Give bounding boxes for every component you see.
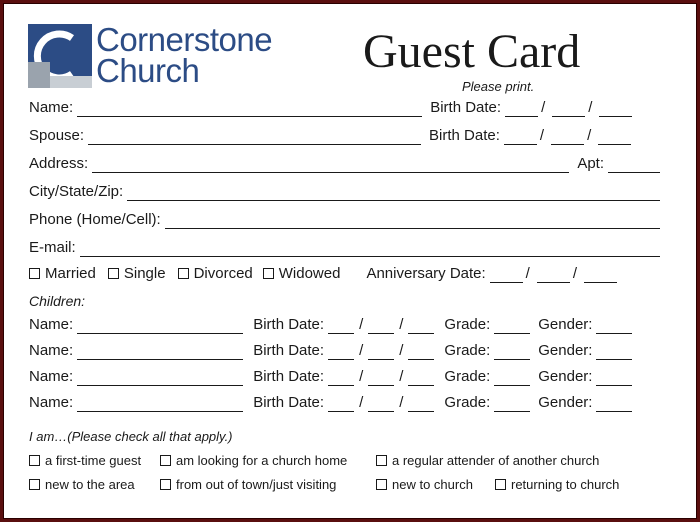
address-field[interactable] [92, 158, 569, 173]
birth-day-field[interactable] [552, 102, 585, 117]
logo-line-1: Cornerstone [96, 21, 273, 58]
child-birth-date-label: Birth Date: [253, 342, 325, 359]
child-name-field[interactable] [77, 397, 243, 412]
card-title: Guest Card [363, 25, 581, 78]
child-birth-date-label: Birth Date: [253, 368, 325, 385]
regular-attender-label: a regular attender of another church [392, 453, 600, 468]
new-to-church-checkbox[interactable] [376, 479, 387, 490]
birth-date-label: Birth Date: [430, 99, 502, 116]
married-label: Married [45, 265, 96, 282]
child-gender-label: Gender: [538, 316, 593, 333]
date-slash: / [541, 99, 546, 116]
row-address [29, 155, 660, 173]
date-slash: / [587, 127, 592, 144]
child-grade-label: Grade: [444, 342, 491, 359]
child-grade-field[interactable] [494, 371, 530, 386]
city-state-zip-field[interactable] [127, 186, 660, 201]
looking-for-church-home-label: am looking for a church home [176, 453, 348, 468]
new-to-church-option[interactable] [376, 477, 473, 493]
returning-to-church-label: returning to church [511, 477, 620, 492]
out-of-town-label: from out of town/just visiting [176, 477, 337, 492]
widowed-option[interactable] [263, 265, 341, 283]
child-row [29, 394, 660, 412]
spouse-birth-year-field[interactable] [598, 130, 631, 145]
date-slash: / [588, 99, 593, 116]
child-grade-label: Grade: [444, 316, 491, 333]
date-slash: / [539, 127, 545, 144]
child-grade-label: Grade: [444, 394, 491, 411]
first-time-guest-label: a first-time guest [45, 453, 142, 468]
spouse-birth-date-label: Birth Date: [429, 127, 500, 144]
apt-field[interactable] [608, 158, 660, 173]
child-name-label: Name: [29, 316, 74, 333]
out-of-town-checkbox[interactable] [160, 479, 171, 490]
child-gender-field[interactable] [596, 397, 632, 412]
new-to-area-label: new to the area [45, 477, 135, 492]
child-birth-year-field[interactable] [408, 397, 434, 412]
child-grade-field[interactable] [494, 319, 530, 334]
child-birth-date-field[interactable] [328, 342, 434, 360]
row-phone [29, 211, 660, 229]
spouse-label: Spouse: [29, 127, 85, 144]
birth-date-field[interactable] [501, 99, 632, 117]
anniversary-month-field[interactable] [490, 268, 523, 283]
looking-for-church-home-option[interactable] [160, 453, 347, 469]
child-name-field[interactable] [77, 319, 243, 334]
date-slash: / [525, 265, 530, 282]
phone-field[interactable] [165, 214, 660, 229]
spouse-birth-date-field[interactable] [500, 127, 631, 145]
child-gender-field[interactable] [596, 371, 632, 386]
date-slash: / [572, 265, 578, 282]
address-label: Address: [29, 155, 89, 172]
phone-label: Phone (Home/Cell): [29, 211, 161, 228]
single-label: Single [123, 265, 166, 282]
child-row [29, 368, 660, 386]
child-birth-date-field[interactable] [328, 316, 434, 334]
name-field[interactable] [77, 102, 422, 117]
first-time-guest-checkbox[interactable] [29, 455, 40, 466]
child-birth-date-label: Birth Date: [253, 316, 325, 333]
new-to-church-label: new to church [392, 477, 473, 492]
child-grade-label: Grade: [444, 368, 491, 385]
widowed-label: Widowed [278, 265, 341, 282]
church-name-logo [96, 21, 273, 89]
widowed-checkbox[interactable] [263, 268, 274, 279]
row-marital [29, 265, 660, 283]
logo-line-2: Church [96, 52, 200, 89]
email-label: E-mail: [29, 239, 76, 256]
regular-attender-option[interactable] [376, 453, 599, 469]
returning-to-church-checkbox[interactable] [495, 479, 506, 490]
city-state-zip-label: City/State/Zip: [29, 183, 124, 200]
single-option[interactable] [108, 265, 166, 283]
child-birth-date-label: Birth Date: [253, 394, 325, 411]
divorced-option[interactable] [178, 265, 253, 283]
date-slash: / [359, 342, 364, 359]
child-birth-month-field[interactable] [328, 371, 354, 386]
anniversary-year-field[interactable] [584, 268, 617, 283]
birth-month-field[interactable] [505, 102, 538, 117]
child-name-label: Name: [29, 342, 74, 359]
email-field[interactable] [80, 242, 660, 257]
children-heading: Children: [29, 293, 86, 309]
child-birth-day-field[interactable] [368, 397, 394, 412]
child-gender-label: Gender: [538, 342, 593, 359]
married-checkbox[interactable] [29, 268, 40, 279]
child-birth-month-field[interactable] [328, 319, 354, 334]
looking-for-church-home-checkbox[interactable] [160, 455, 171, 466]
row-name [29, 99, 660, 117]
regular-attender-checkbox[interactable] [376, 455, 387, 466]
child-birth-day-field[interactable] [368, 371, 394, 386]
married-option[interactable] [29, 265, 96, 283]
apt-label: Apt: [577, 155, 604, 172]
child-name-label: Name: [29, 394, 74, 411]
name-label: Name: [29, 99, 74, 116]
divorced-label: Divorced [193, 265, 253, 282]
child-row [29, 316, 660, 334]
returning-to-church-option[interactable] [495, 477, 619, 493]
new-to-area-checkbox[interactable] [29, 479, 40, 490]
child-birth-date-field[interactable] [328, 394, 434, 412]
anniversary-day-field[interactable] [537, 268, 570, 283]
row-spouse [29, 127, 660, 145]
child-gender-field[interactable] [596, 319, 632, 334]
child-birth-day-field[interactable] [368, 319, 394, 334]
child-birth-month-field[interactable] [328, 397, 354, 412]
date-slash: / [399, 316, 404, 333]
child-name-field[interactable] [77, 345, 243, 360]
row-email [29, 239, 660, 257]
spouse-field[interactable] [88, 130, 421, 145]
church-logo-icon [28, 24, 92, 88]
divorced-checkbox[interactable] [178, 268, 189, 279]
child-birth-month-field[interactable] [328, 345, 354, 360]
child-birth-year-field[interactable] [408, 319, 434, 334]
row-city [29, 183, 660, 201]
child-name-field[interactable] [77, 371, 243, 386]
child-birth-date-field[interactable] [328, 368, 434, 386]
child-birth-year-field[interactable] [408, 345, 434, 360]
child-birth-year-field[interactable] [408, 371, 434, 386]
child-row [29, 342, 660, 360]
date-slash: / [399, 394, 404, 411]
i-am-heading: I am…(Please check all that apply.) [29, 429, 233, 444]
child-gender-field[interactable] [596, 345, 632, 360]
spouse-birth-day-field[interactable] [551, 130, 584, 145]
date-slash: / [399, 342, 404, 359]
child-grade-field[interactable] [494, 397, 530, 412]
anniversary-date-field[interactable] [486, 265, 617, 283]
birth-year-field[interactable] [599, 102, 632, 117]
date-slash: / [359, 368, 364, 385]
child-gender-label: Gender: [538, 368, 593, 385]
single-checkbox[interactable] [108, 268, 119, 279]
out-of-town-option[interactable] [160, 477, 336, 493]
new-to-area-option[interactable] [29, 477, 135, 493]
first-time-guest-option[interactable] [29, 453, 141, 469]
child-name-label: Name: [29, 368, 74, 385]
child-gender-label: Gender: [538, 394, 593, 411]
date-slash: / [399, 368, 404, 385]
card-subtitle: Please print. [462, 79, 535, 94]
child-grade-field[interactable] [494, 345, 530, 360]
spouse-birth-month-field[interactable] [504, 130, 537, 145]
date-slash: / [359, 316, 364, 333]
anniversary-date-label: Anniversary Date: [366, 265, 486, 282]
child-birth-day-field[interactable] [368, 345, 394, 360]
date-slash: / [359, 394, 364, 411]
